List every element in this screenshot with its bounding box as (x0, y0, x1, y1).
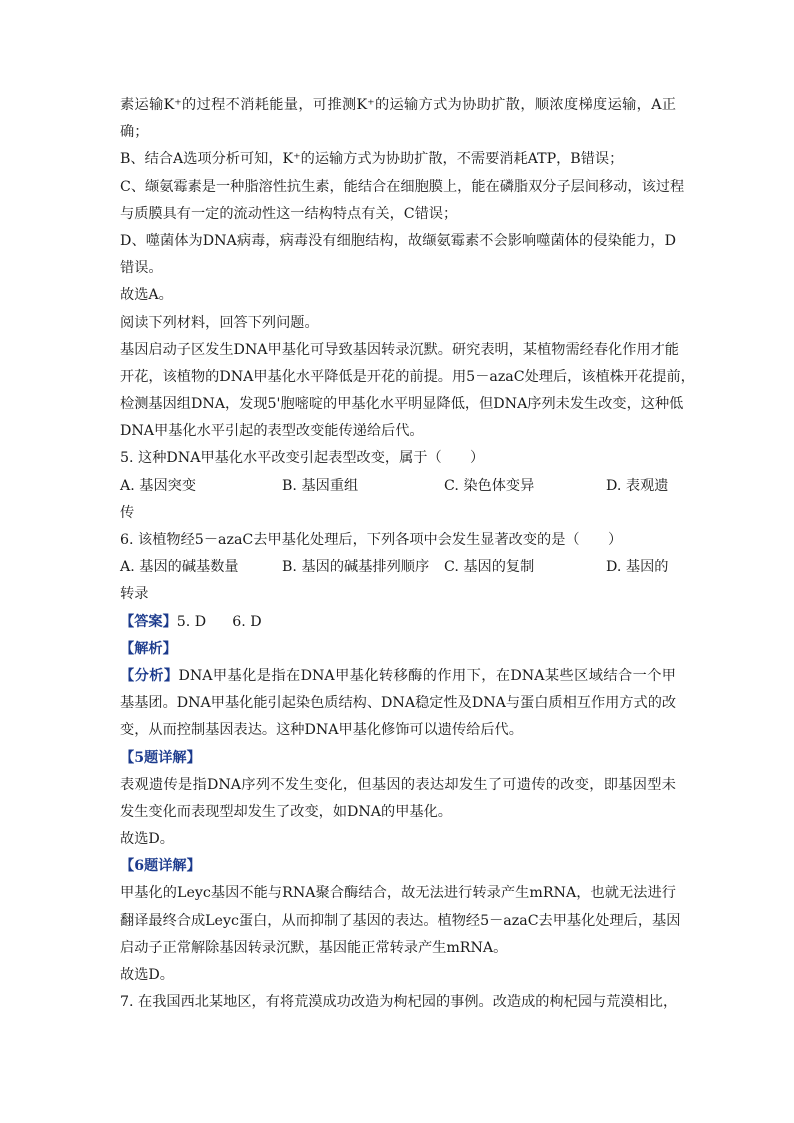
question-6: 6. 该植物经5－azaC去甲基化处理后，下列各项中会发生显著改变的是（ ） (120, 532, 623, 548)
material-line: 基因启动子区发生DNA甲基化可导致基因转录沉默。研究表明，某植物需经春化作用才能 (120, 341, 679, 358)
detail-5-line: 表观遗传是指DNA序列不发生变化，但基因的表达却发生了可遗传的改变，即基因型未 (120, 776, 676, 793)
detail-6-tag: 【6题详解】 (120, 858, 201, 875)
question-5-options (120, 473, 676, 500)
option-d: D. 表观遗 (606, 477, 669, 494)
option-c: C. 基因的复制 (444, 559, 535, 576)
text-line: 确； (120, 124, 149, 141)
detail-6-line: 翻译最终合成Leyc蛋白，从而抑制了基因的表达。植物经5－azaC去甲基化处理后，基因 (120, 912, 681, 929)
text-line: 错误。 (120, 260, 163, 277)
detail-6-line: 启动子正常解除基因转录沉默，基因能正常转录产生mRNA。 (120, 939, 508, 956)
text-line: D、噬菌体为DNA病毒，病毒没有细胞结构，故缬氨霉素不会影响噬菌体的侵染能力，D (120, 232, 676, 249)
option-d-continued: 传 (120, 504, 135, 521)
text-line: 与质膜具有一定的流动性这一结构特点有关，C错误； (120, 205, 458, 222)
option-c: C. 染色体变异 (444, 477, 535, 494)
answer-5: 5. D (176, 613, 207, 630)
detail-6-line: 甲基化的Leyc基因不能与RNA聚合酶结合，故无法进行转录产生mRNA，也就无法进行 (120, 885, 676, 902)
question-5: 5. 这种DNA甲基化水平改变引起表型改变，属于（ ） (120, 450, 485, 467)
option-a: A. 基因突变 (120, 477, 197, 494)
question-7: 7. 在我国西北某地区，有将荒漠成功改造为枸杞园的事例。改造成的枸杞园与荒漠相比， (120, 994, 678, 1011)
analysis-line: 变，从而控制基因表达。这种DNA甲基化修饰可以遗传给后代。 (120, 722, 523, 739)
answer-tag: 【答案】 (120, 613, 177, 630)
analysis-text: DNA甲基化是指在DNA甲基化转移酶的作用下，在DNA某些区域结合一个甲 (178, 667, 676, 684)
material-line: 检测基因组DNA，发现5'胞嘧啶的甲基化水平明显降低，但DNA序列未发生改变，这种低 (120, 396, 684, 413)
detail-5-tag: 【5题详解】 (120, 749, 201, 766)
question-6-options (120, 554, 676, 581)
text-line: 素运输K⁺的过程不消耗能量，可推测K⁺的运输方式为协助扩散，顺浓度梯度运输，A正 (120, 97, 676, 113)
analysis-tag: 【解析】 (120, 640, 177, 657)
document-body (120, 92, 695, 1016)
answer-line (120, 609, 676, 636)
material-line: DNA甲基化水平引起的表型改变能传递给后代。 (120, 423, 424, 440)
option-d: D. 基因的 (606, 559, 669, 576)
text-line: B、结合A选项分析可知，K⁺的运输方式为协助扩散，不需要消耗ATP，B错误； (120, 151, 624, 168)
answer-6: 6. D (232, 613, 262, 630)
detail-5-line: 故选D。 (120, 831, 174, 848)
analysis-line: 基基团。DNA甲基化能引起染色质结构、DNA稳定性及DNA与蛋白质相互作用方式的改 (120, 695, 677, 712)
option-b: B. 基因的碱基排列顺序 (282, 559, 430, 576)
detail-5-line: 发生变化而表现型却发生了改变，如DNA的甲基化。 (120, 803, 452, 820)
material-line: 开花，该植物的DNA甲基化水平降低是开花的前提。用5－azaC处理后，该植株开花提前， (120, 368, 695, 385)
analysis-line (120, 663, 676, 690)
detail-6-line: 故选D。 (120, 967, 174, 983)
text-line: 故选A。 (120, 287, 173, 304)
option-b: B. 基因重组 (282, 477, 359, 494)
option-a: A. 基因的碱基数量 (120, 559, 239, 576)
text-line: 阅读下列材料，回答下列问题。 (120, 314, 319, 331)
text-line: C、缬氨霉素是一种脂溶性抗生素，能结合在细胞膜上，能在磷脂双分子层间移动，该过程 (120, 178, 685, 195)
option-d-continued: 转录 (120, 586, 149, 603)
analysis-sub-tag: 【分析】 (120, 667, 179, 684)
